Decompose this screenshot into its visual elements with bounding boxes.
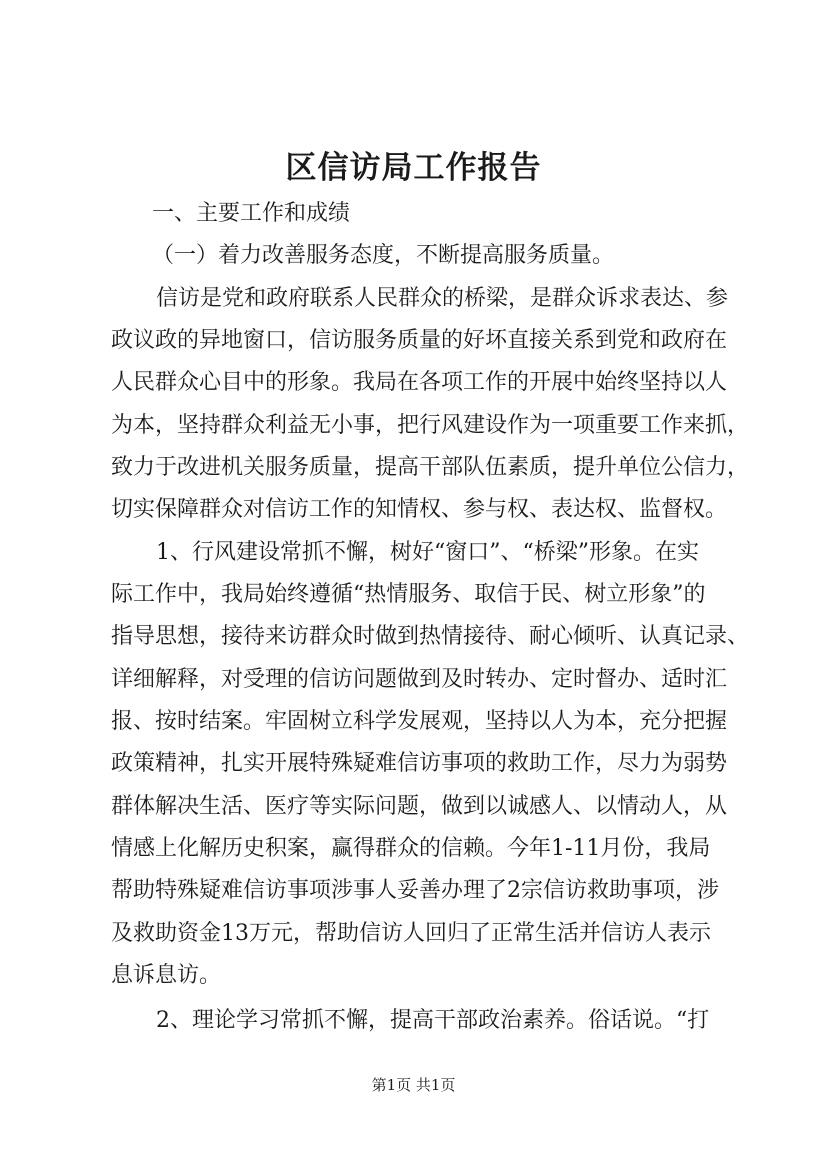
page-number: 第1页 共1页: [371, 1076, 456, 1094]
paragraph-line: 群体解决生活、医疗等实际问题，做到以诚感人、以情动人，从: [111, 794, 728, 819]
paragraph-line: 致力于改进机关服务质量，提高干部队伍素质，提升单位公信力，: [111, 455, 750, 480]
section-heading: 一、主要工作和成绩: [152, 201, 351, 226]
paragraph-line: 人民群众心目中的形象。我局在各项工作的开展中始终坚持以人: [111, 370, 728, 395]
paragraph-line: 帮助特殊疑难信访事项涉事人妥善办理了2宗信访救助事项，涉: [111, 878, 719, 903]
document-title: 区信访局工作报告: [285, 150, 542, 186]
paragraph-line: 切实保障群众对信访工作的知情权、参与权、表达权、监督权。: [111, 497, 728, 522]
paragraph-line: 报、按时结案。牢固树立科学发展观，坚持以人为本，充分把握: [111, 709, 728, 734]
paragraph-line: 指导思想，接待来访群众时做到热情接待、耐心倾听、认真记录、: [111, 624, 750, 649]
paragraph-line: 1、行风建设常抓不懈，树好“窗口”、“桥梁”形象。在实: [156, 540, 699, 565]
paragraph-line: 及救助资金13万元，帮助信访人回归了正常生活并信访人表示: [111, 921, 711, 946]
paragraph-line: 息诉息访。: [111, 963, 222, 988]
paragraph-line: 情感上化解历史积案，赢得群众的信赖。今年1-11月份，我局: [111, 836, 711, 861]
subsection-heading: （一）着力改善服务态度，不断提高服务质量。: [152, 243, 615, 268]
paragraph-line: 为本，坚持群众利益无小事，把行风建设作为一项重要工作来抓，: [111, 413, 750, 438]
paragraph-line: 详细解释，对受理的信访问题做到及时转办、定时督办、适时汇: [111, 667, 728, 692]
paragraph-line: 际工作中，我局始终遵循“热情服务、取信于民、树立形象”的: [111, 582, 706, 607]
paragraph-line: 2、理论学习常抓不懈，提高干部政治素养。俗话说。“打: [156, 1008, 710, 1033]
paragraph-line: 政策精神，扎实开展特殊疑难信访事项的救助工作，尽力为弱势: [111, 751, 728, 776]
paragraph-line: 信访是党和政府联系人民群众的桥梁，是群众诉求表达、参: [156, 286, 729, 311]
paragraph-line: 政议政的异地窗口，信访服务质量的好坏直接关系到党和政府在: [111, 328, 728, 353]
